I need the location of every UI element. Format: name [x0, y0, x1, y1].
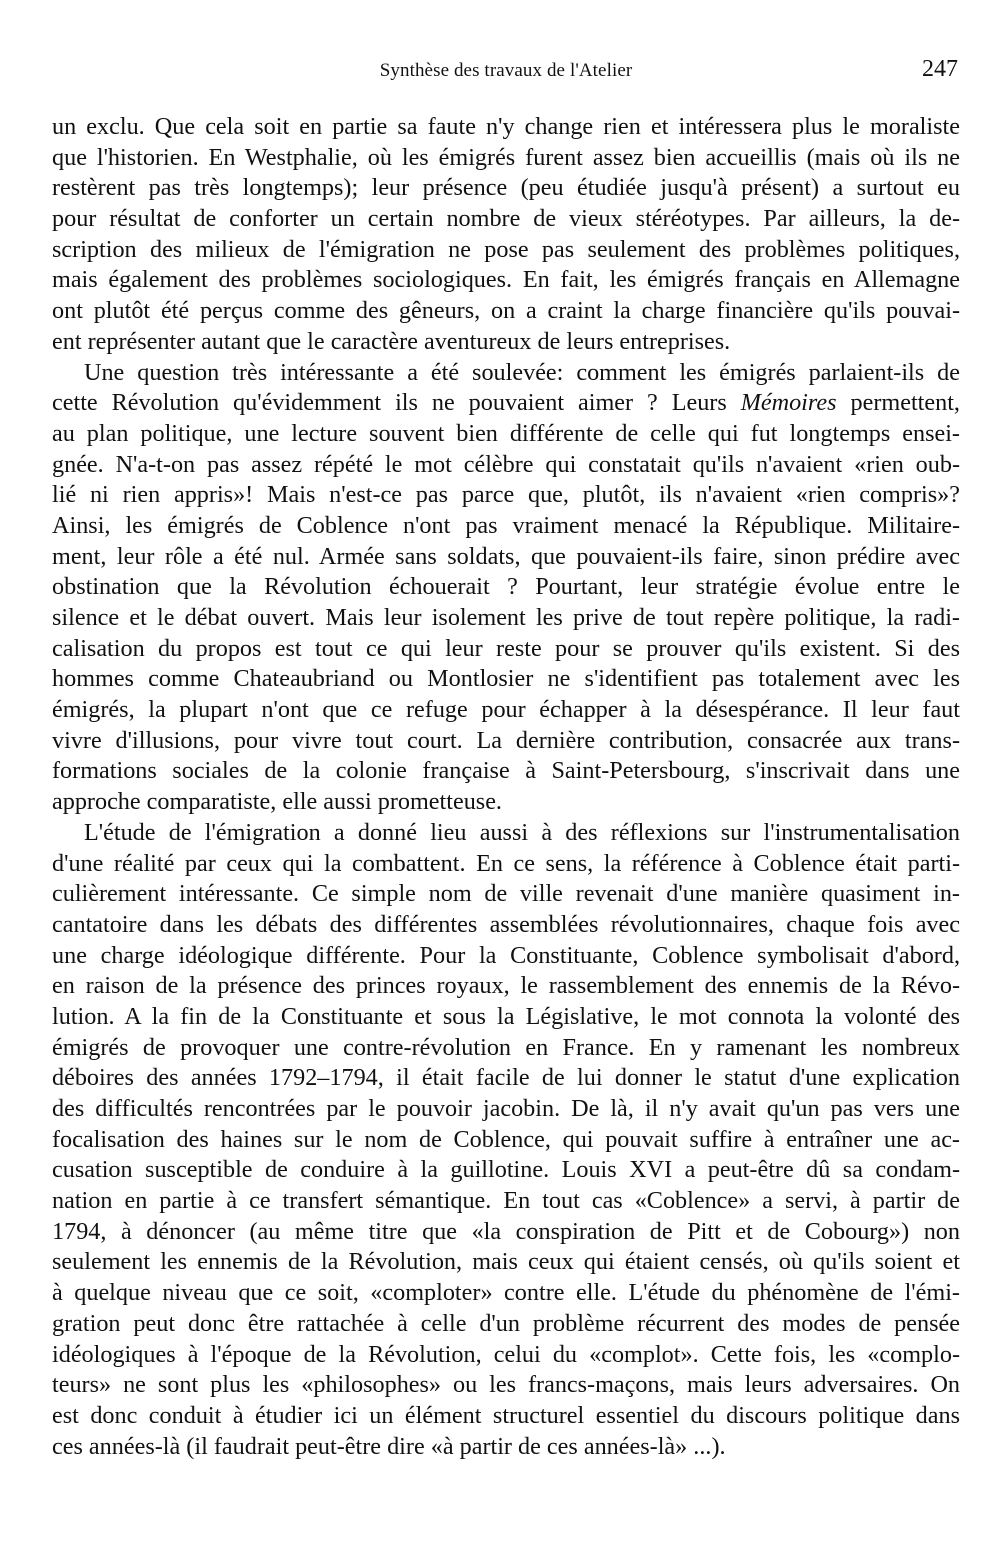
text-line: émigrés de provoquer une contre-révolution en France. En y ramenant les nombreux [52, 1033, 960, 1061]
text-line: en raison de la présence des princes royaux, le rassemblement des ennemis de la Révo- [52, 972, 960, 1000]
text-line: approche comparatiste, elle aussi prometteuse. [52, 788, 502, 816]
running-head [52, 56, 960, 86]
paragraph [52, 818, 960, 1462]
text-line: cette Révolution qu'évidemment ils ne pouvaient aimer ? Leurs Mémoires permettent, [52, 389, 960, 417]
paragraph [52, 112, 960, 358]
text-line: est donc conduit à étudier ici un élément structurel essentiel du discours politique dans [52, 1401, 960, 1429]
text-line: 1794, à dénoncer (au même titre que «la conspiration de Pitt et de Cobourg») non [52, 1217, 960, 1245]
text-line: vivre d'illusions, pour vivre tout court. La dernière contribution, consacrée aux trans- [52, 726, 960, 754]
text-line: des difficultés rencontrées par le pouvoir jacobin. De là, il n'y avait qu'un pas vers une [52, 1095, 960, 1122]
text-line: que l'historien. En Westphalie, où les émigrés furent assez bien accueillis (mais où ils ne [52, 143, 960, 171]
running-title: Synthèse des travaux de l'Atelier [379, 60, 633, 81]
text-line: Ainsi, les émigrés de Coblence n'ont pas vraiment menacé la République. Militaire- [52, 511, 960, 539]
text-line: d'une réalité par ceux qui la combattent. En ce sens, la référence à Coblence était parti- [52, 849, 960, 877]
text-line: calisation du propos est tout ce qui leur reste pour se prouver qu'ils existent. Si des [52, 634, 960, 662]
text-line: gration peut donc être rattachée à celle d'un problème récurrent des modes de pensée [52, 1309, 960, 1337]
text-line: Une question très intéressante a été soulevée: comment les émigrés parlaient-ils de [84, 358, 960, 386]
text-line: scription des milieux de l'émigration ne pose pas seulement des problèmes politiques, [52, 235, 960, 263]
text-line: cantatoire dans les débats des différentes assemblées révolutionnaires, chaque fois avec [52, 910, 960, 938]
text-line: teurs» ne sont plus les «philosophes» ou les francs-maçons, mais leurs adversaires. On [52, 1371, 960, 1399]
text-line: silence et le débat ouvert. Mais leur isolement les prive de tout repère politique, la radi- [52, 604, 960, 631]
text-line: nation en partie à ce transfert sémantique. En tout cas «Coblence» a servi, à partir de [52, 1187, 960, 1215]
text-line: lié ni rien appris»! Mais n'est-ce pas parce que, plutôt, ils n'avaient «rien compris»? [52, 481, 960, 509]
text-line: ont plutôt été perçus comme des gêneurs, on a craint la charge financière qu'ils pouvai- [52, 297, 960, 325]
text-line: ent représenter autant que le caractère aventureux de leurs entreprises. [52, 327, 731, 355]
text-line: déboires des années 1792–1794, il était facile de lui donner le statut d'une explication [52, 1064, 960, 1092]
text-line: hommes comme Chateaubriand ou Montlosier ne s'identifient pas totalement avec les [52, 665, 960, 693]
text-line: restèrent pas très longtemps); leur présence (peu étudiée jusqu'à présent) a surtout eu [52, 174, 960, 202]
text-line: ces années-là (il faudrait peut-être dire «à partir de ces années-là» ...). [52, 1432, 726, 1460]
text-line: mais également des problèmes sociologiques. En fait, les émigrés français en Allemagne [52, 266, 960, 294]
paragraph [52, 358, 960, 818]
page-number: 247 [922, 56, 958, 82]
text-line: seulement les ennemis de la Révolution, mais ceux qui étaient censés, où qu'ils soient et [52, 1248, 960, 1276]
text-line: lution. A la fin de la Constituante et sous la Législative, le mot connota la volonté des [52, 1002, 960, 1030]
text-line: une charge idéologique différente. Pour la Constituante, Coblence symbolisait d'abord, [52, 941, 960, 969]
text-line: gnée. N'a-t-on pas assez répété le mot célèbre qui constatait qu'ils n'avaient «rien oub- [52, 450, 960, 478]
text-line: pour résultat de conforter un certain nombre de vieux stéréotypes. Par ailleurs, la de- [52, 205, 960, 233]
text-line: L'étude de l'émigration a donné lieu aussi à des réflexions sur l'instrumentalisation [84, 818, 960, 846]
text-line: focalisation des haines sur le nom de Coblence, qui pouvait suffire à entraîner une ac- [52, 1125, 960, 1153]
text-line: culièrement intéressante. Ce simple nom de ville revenait d'une manière quasiment in- [52, 880, 960, 908]
text-line: idéologiques à l'époque de la Révolution, celui du «complot». Cette fois, les «complo- [52, 1340, 960, 1368]
text-line: cusation susceptible de conduire à la guillotine. Louis XVI a peut-être dû sa condam- [52, 1156, 960, 1184]
text-line: ment, leur rôle a été nul. Armée sans soldats, que pouvaient-ils faire, sinon prédire avec [52, 542, 960, 570]
text-line: obstination que la Révolution échouerait ? Pourtant, leur stratégie évolue entre le [52, 573, 960, 601]
text-line: à quelque niveau que ce soit, «comploter» contre elle. L'étude du phénomène de l'émi- [52, 1279, 960, 1307]
text-line: émigrés, la plupart n'ont que ce refuge pour échapper à la désespérance. Il leur faut [52, 696, 960, 724]
text-line: un exclu. Que cela soit en partie sa faute n'y change rien et intéressera plus le moraliste [52, 113, 960, 140]
text-line: formations sociales de la colonie française à Saint-Petersbourg, s'inscrivait dans une [52, 757, 960, 785]
body-text [52, 112, 960, 1462]
text-line: au plan politique, une lecture souvent bien différente de celle qui fut longtemps ensei- [52, 419, 960, 447]
